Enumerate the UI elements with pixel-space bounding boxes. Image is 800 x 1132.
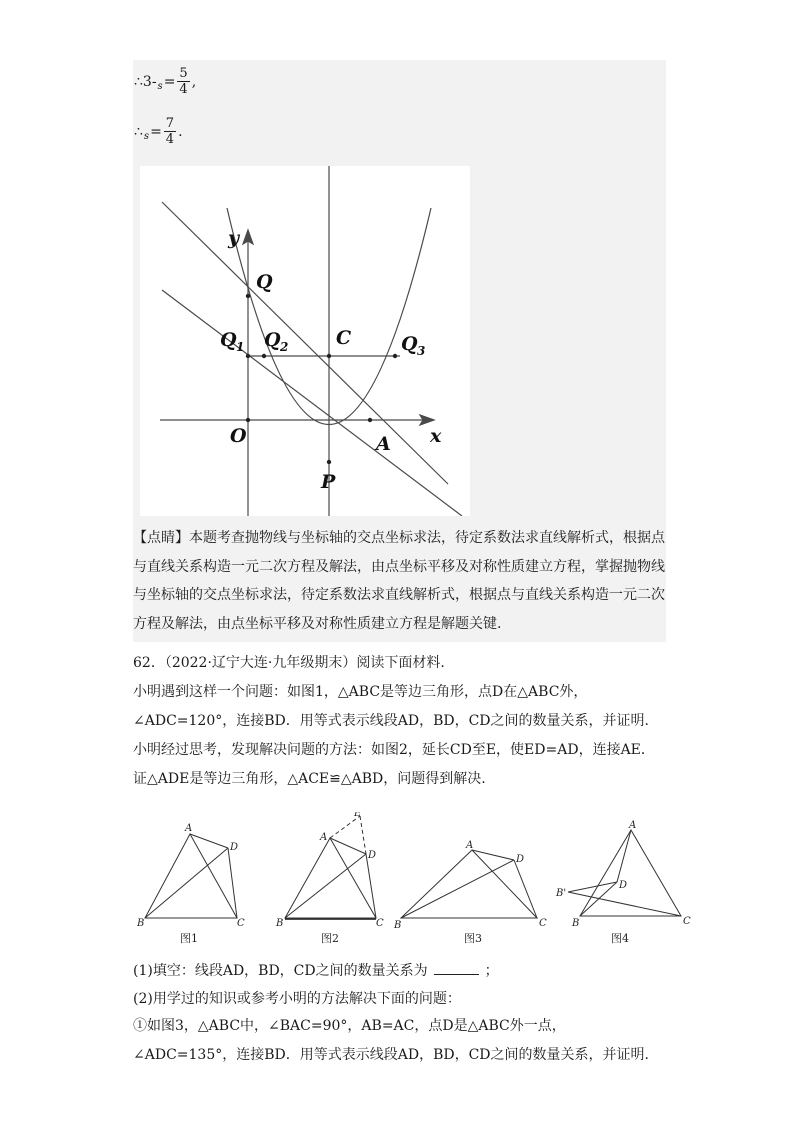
fig4-A: A (629, 820, 637, 831)
label-Q3-sub: 3 (417, 344, 426, 358)
fig3-D: D (516, 854, 525, 865)
eq1-sub: s (157, 81, 163, 92)
problem-header: 62．（2022·辽宁大连·九年级期末）阅读下面材料. (133, 655, 445, 671)
point-Q1 (246, 354, 250, 358)
line-through-P (162, 290, 462, 516)
question-3: ①如图3，△ABC中，∠BAC=90°，AB=AC，点D是△ABC外一点，∠ADC=135°，连接BD．用等式表示线段AD，BD，CD之间的数量关系，并证明. (133, 1018, 649, 1063)
eq2-sub: s (143, 131, 150, 142)
label-P: P (321, 471, 336, 493)
eq1-prefix: ∴3- (134, 73, 157, 90)
label-Q2-sub: 2 (280, 340, 289, 354)
fig2-E: E (354, 812, 362, 819)
fig1-caption: 图1 (180, 932, 198, 945)
point-Q (246, 294, 250, 298)
solution-comment: 【点睛】本题考查抛物线与坐标轴的交点坐标求法，待定系数法求直线解析式，根据点与直线关系构造一元二次方程及解法，由点坐标平移及对称性质建立方程，掌握抛物线与坐标轴的交点坐标求法，待定系数法求直线解析式，根据点与直线关系构造一元二次方程及解法，由点坐标平移及对称性质建立方程是解题关键. (133, 530, 665, 632)
question-1 (133, 960, 499, 980)
fig4-B: B (572, 918, 580, 929)
eq1-fraction (177, 66, 189, 97)
fig1-A: A (185, 823, 193, 834)
fig3-caption: 图3 (464, 932, 482, 945)
eq2-numerator: 7 (165, 116, 175, 131)
fig1-D: D (230, 842, 239, 853)
question-1-text: (1)填空：线段AD，BD，CD之间的数量关系为 (133, 963, 428, 979)
equation-1 (134, 66, 196, 97)
point-P (327, 460, 331, 464)
point-C (327, 354, 331, 358)
question-2: (2)用学过的知识或参考小明的方法解决下面的问题： (133, 991, 461, 1007)
eq2-fraction (164, 116, 176, 147)
fig3-B: B (394, 920, 402, 931)
label-x: x (430, 425, 442, 447)
figures-row (133, 812, 693, 952)
question-1-end: ； (484, 963, 499, 979)
eq1-denominator: 4 (179, 82, 188, 97)
problem-paragraph-2: 小明经过思考，发现解决问题的方法：如图2，延长CD至E，使ED=AD，连接AE．证△ADE是等边三角形，△ACE≌△ABD，问题得到解决. (133, 742, 655, 787)
label-y: y (228, 227, 240, 249)
fig1-B: B (137, 918, 145, 929)
equation-2 (134, 116, 183, 147)
parabola-graph (140, 166, 470, 516)
answer-blank[interactable] (434, 960, 479, 975)
fig4-Bprime: B' (556, 888, 567, 899)
fig4-caption: 图4 (611, 932, 629, 945)
figure-2 (285, 816, 376, 919)
figure-1 (145, 834, 237, 918)
eq2-equals: = (150, 123, 162, 140)
fig4-C: C (683, 916, 691, 927)
fig2-caption: 图2 (321, 932, 339, 945)
figures-svg (133, 812, 693, 952)
point-Q3 (393, 354, 397, 358)
fig2-C: C (376, 918, 384, 929)
label-Q: Q (256, 271, 273, 293)
eq1-equals: = (163, 73, 176, 90)
point-A (368, 418, 372, 422)
label-Q1-sub: 1 (236, 340, 245, 354)
label-Q1: Q (220, 329, 237, 351)
fig3-C: C (539, 918, 547, 929)
point-O (246, 418, 250, 422)
eq1-numerator: 5 (179, 66, 188, 81)
problem-paragraph-1: 小明遇到这样一个问题：如图1，△ABC是等边三角形，点D在△ABC外，∠ADC=120°，连接BD．用等式表示线段AD，BD，CD之间的数量关系，并证明. (133, 684, 649, 729)
label-A: A (376, 433, 391, 455)
fig2-B: B (276, 918, 284, 929)
eq1-end: , (191, 73, 197, 90)
fig2-D: D (368, 850, 377, 861)
graph-svg (140, 166, 470, 516)
fig3-A: A (466, 840, 474, 851)
figure-4 (568, 830, 681, 916)
fig4-D: D (619, 880, 628, 891)
label-Q3: Q (401, 333, 418, 355)
eq2-denominator: 4 (165, 132, 175, 147)
label-Q2: Q (264, 329, 281, 351)
eq2-end: . (178, 123, 183, 140)
label-C: C (336, 327, 352, 349)
eq2-prefix: ∴ (134, 123, 143, 140)
fig2-A: A (320, 832, 328, 843)
label-O: O (230, 425, 247, 447)
fig1-C: C (237, 918, 245, 929)
point-Q2 (262, 354, 266, 358)
